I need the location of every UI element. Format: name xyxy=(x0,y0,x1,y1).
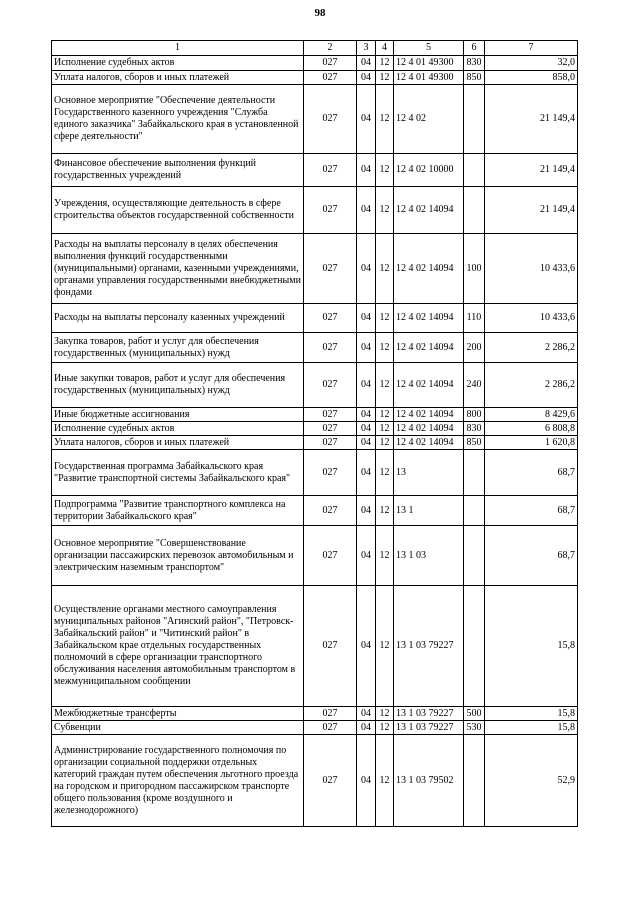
row-vr: 240 xyxy=(464,363,485,408)
row-pr: 12 xyxy=(376,450,394,496)
row-vr xyxy=(464,496,485,526)
row-sum: 1 620,8 xyxy=(485,436,578,450)
row-vr: 500 xyxy=(464,707,485,721)
row-sum: 15,8 xyxy=(485,586,578,707)
row-name: Иные бюджетные ассигнования xyxy=(52,408,304,422)
row-csr: 13 xyxy=(394,450,464,496)
row-pr: 12 xyxy=(376,408,394,422)
row-grbs: 027 xyxy=(304,85,357,154)
row-rz: 04 xyxy=(357,187,376,234)
page-number: 98 xyxy=(314,7,326,19)
row-rz: 04 xyxy=(357,707,376,721)
row-rz: 04 xyxy=(357,363,376,408)
row-sum: 21 149,4 xyxy=(485,187,578,234)
row-sum: 52,9 xyxy=(485,735,578,827)
column-header-sum: 7 xyxy=(485,41,578,56)
row-rz: 04 xyxy=(357,71,376,85)
row-vr: 850 xyxy=(464,436,485,450)
row-grbs: 027 xyxy=(304,526,357,586)
row-grbs: 027 xyxy=(304,71,357,85)
table-row xyxy=(52,721,578,735)
row-vr xyxy=(464,735,485,827)
row-vr: 850 xyxy=(464,71,485,85)
row-pr: 12 xyxy=(376,333,394,363)
row-vr: 200 xyxy=(464,333,485,363)
column-header-grbs: 2 xyxy=(304,41,357,56)
row-vr: 830 xyxy=(464,422,485,436)
column-header-csr: 5 xyxy=(394,41,464,56)
row-sum: 68,7 xyxy=(485,526,578,586)
table-row xyxy=(52,436,578,450)
row-pr: 12 xyxy=(376,721,394,735)
row-pr: 12 xyxy=(376,526,394,586)
row-sum: 68,7 xyxy=(485,496,578,526)
row-sum: 2 286,2 xyxy=(485,333,578,363)
budget-table xyxy=(51,40,578,827)
row-rz: 04 xyxy=(357,450,376,496)
row-name: Исполнение судебных актов xyxy=(52,422,304,436)
table-row xyxy=(52,586,578,707)
row-csr: 13 1 03 79227 xyxy=(394,586,464,707)
row-vr xyxy=(464,154,485,187)
row-grbs: 027 xyxy=(304,363,357,408)
row-pr: 12 xyxy=(376,707,394,721)
row-sum: 8 429,6 xyxy=(485,408,578,422)
row-grbs: 027 xyxy=(304,333,357,363)
row-csr: 12 4 01 49300 xyxy=(394,56,464,71)
column-header-vr: 6 xyxy=(464,41,485,56)
row-grbs: 027 xyxy=(304,721,357,735)
row-grbs: 027 xyxy=(304,234,357,304)
row-pr: 12 xyxy=(376,496,394,526)
row-name: Уплата налогов, сборов и иных платежей xyxy=(52,71,304,85)
row-csr: 12 4 02 14094 xyxy=(394,234,464,304)
row-csr: 12 4 01 49300 xyxy=(394,71,464,85)
column-header-rz: 3 xyxy=(357,41,376,56)
row-name: Администрирование государственного полномочия по организации социальной поддержки отдельных категорий граждан путем обеспечения льготного проезда на городском и пригородном пассажирском транспорте общего пользования (кроме воздушного и железнодорожного) xyxy=(52,735,304,827)
table-row xyxy=(52,408,578,422)
row-csr: 12 4 02 14094 xyxy=(394,436,464,450)
row-vr: 830 xyxy=(464,56,485,71)
row-grbs: 027 xyxy=(304,586,357,707)
table-row xyxy=(52,707,578,721)
table-row xyxy=(52,85,578,154)
row-pr: 12 xyxy=(376,304,394,333)
row-csr: 12 4 02 14094 xyxy=(394,408,464,422)
table-row xyxy=(52,187,578,234)
row-rz: 04 xyxy=(357,586,376,707)
row-rz: 04 xyxy=(357,436,376,450)
row-pr: 12 xyxy=(376,735,394,827)
row-rz: 04 xyxy=(357,422,376,436)
row-name: Расходы на выплаты персоналу казенных учреждений xyxy=(52,304,304,333)
row-grbs: 027 xyxy=(304,422,357,436)
row-pr: 12 xyxy=(376,85,394,154)
row-name: Осуществление органами местного самоуправления муниципальных районов "Агинский район", "Петровск-Забайкальский район" и "Читинский район" в Забайкальском крае отдельных государственных полномочий в сфере организации транспортного обслуживания населения автомобильным транспортом в межмуниципальном сообщении xyxy=(52,586,304,707)
row-csr: 13 1 03 79227 xyxy=(394,721,464,735)
column-header-name: 1 xyxy=(52,41,304,56)
row-pr: 12 xyxy=(376,154,394,187)
row-sum: 858,0 xyxy=(485,71,578,85)
row-grbs: 027 xyxy=(304,304,357,333)
row-rz: 04 xyxy=(357,721,376,735)
row-vr xyxy=(464,187,485,234)
row-vr xyxy=(464,85,485,154)
row-csr: 12 4 02 10000 xyxy=(394,154,464,187)
header-row xyxy=(52,41,578,56)
row-name: Уплата налогов, сборов и иных платежей xyxy=(52,436,304,450)
row-rz: 04 xyxy=(357,85,376,154)
row-sum: 32,0 xyxy=(485,56,578,71)
row-sum: 68,7 xyxy=(485,450,578,496)
row-pr: 12 xyxy=(376,234,394,304)
row-csr: 12 4 02 14094 xyxy=(394,333,464,363)
row-grbs: 027 xyxy=(304,408,357,422)
row-sum: 21 149,4 xyxy=(485,85,578,154)
table-row xyxy=(52,154,578,187)
row-vr xyxy=(464,586,485,707)
row-sum: 15,8 xyxy=(485,721,578,735)
row-name: Учреждения, осуществляющие деятельность в сфере строительства объектов государственной собственности xyxy=(52,187,304,234)
row-name: Иные закупки товаров, работ и услуг для обеспечения государственных (муниципальных) нужд xyxy=(52,363,304,408)
row-name: Межбюджетные трансферты xyxy=(52,707,304,721)
row-rz: 04 xyxy=(357,304,376,333)
row-pr: 12 xyxy=(376,187,394,234)
row-name: Закупка товаров, работ и услуг для обеспечения государственных (муниципальных) нужд xyxy=(52,333,304,363)
row-sum: 6 808,8 xyxy=(485,422,578,436)
row-rz: 04 xyxy=(357,154,376,187)
row-sum: 2 286,2 xyxy=(485,363,578,408)
row-grbs: 027 xyxy=(304,735,357,827)
row-rz: 04 xyxy=(357,408,376,422)
row-grbs: 027 xyxy=(304,154,357,187)
row-name: Основное мероприятие "Совершенствование организации пассажирских перевозок автомобильным и электрическим наземным транспортом" xyxy=(52,526,304,586)
row-pr: 12 xyxy=(376,586,394,707)
table-row xyxy=(52,71,578,85)
row-vr: 100 xyxy=(464,234,485,304)
table-row xyxy=(52,422,578,436)
row-rz: 04 xyxy=(357,735,376,827)
row-csr: 12 4 02 14094 xyxy=(394,304,464,333)
row-name: Финансовое обеспечение выполнения функций государственных учреждений xyxy=(52,154,304,187)
row-vr: 530 xyxy=(464,721,485,735)
table-row xyxy=(52,363,578,408)
table-row xyxy=(52,333,578,363)
row-rz: 04 xyxy=(357,56,376,71)
row-grbs: 027 xyxy=(304,436,357,450)
row-name: Субвенции xyxy=(52,721,304,735)
row-pr: 12 xyxy=(376,436,394,450)
row-grbs: 027 xyxy=(304,496,357,526)
row-vr: 800 xyxy=(464,408,485,422)
row-name: Государственная программа Забайкальского края "Развитие транспортной системы Забайкальского края" xyxy=(52,450,304,496)
row-sum: 15,8 xyxy=(485,707,578,721)
row-pr: 12 xyxy=(376,56,394,71)
row-name: Расходы на выплаты персоналу в целях обеспечения выполнения функций государственными (муниципальными) органами, казенными учреждениями, органами управления государственными внебюджетными фондами xyxy=(52,234,304,304)
table-row xyxy=(52,304,578,333)
row-vr xyxy=(464,526,485,586)
row-rz: 04 xyxy=(357,526,376,586)
row-pr: 12 xyxy=(376,363,394,408)
row-csr: 13 1 xyxy=(394,496,464,526)
row-grbs: 027 xyxy=(304,187,357,234)
row-vr xyxy=(464,450,485,496)
table-row xyxy=(52,450,578,496)
row-name: Исполнение судебных актов xyxy=(52,56,304,71)
column-header-pr: 4 xyxy=(376,41,394,56)
row-csr: 12 4 02 14094 xyxy=(394,363,464,408)
row-rz: 04 xyxy=(357,234,376,304)
row-pr: 12 xyxy=(376,71,394,85)
row-sum: 10 433,6 xyxy=(485,234,578,304)
row-csr: 12 4 02 14094 xyxy=(394,422,464,436)
row-csr: 12 4 02 xyxy=(394,85,464,154)
table-row xyxy=(52,526,578,586)
row-vr: 110 xyxy=(464,304,485,333)
row-name: Основное мероприятие "Обеспечение деятельности Государственного казенного учреждения "Служба единого заказчика" Забайкальского края в установленной сфере деятельности" xyxy=(52,85,304,154)
row-pr: 12 xyxy=(376,422,394,436)
row-name: Подпрограмма "Развитие транспортного комплекса на территории Забайкальского края" xyxy=(52,496,304,526)
row-csr: 13 1 03 xyxy=(394,526,464,586)
row-grbs: 027 xyxy=(304,56,357,71)
row-rz: 04 xyxy=(357,496,376,526)
row-sum: 21 149,4 xyxy=(485,154,578,187)
table-row xyxy=(52,496,578,526)
row-grbs: 027 xyxy=(304,707,357,721)
row-grbs: 027 xyxy=(304,450,357,496)
row-csr: 13 1 03 79502 xyxy=(394,735,464,827)
table-row xyxy=(52,735,578,827)
row-csr: 12 4 02 14094 xyxy=(394,187,464,234)
row-csr: 13 1 03 79227 xyxy=(394,707,464,721)
table-row xyxy=(52,56,578,71)
table-row xyxy=(52,234,578,304)
row-sum: 10 433,6 xyxy=(485,304,578,333)
row-rz: 04 xyxy=(357,333,376,363)
